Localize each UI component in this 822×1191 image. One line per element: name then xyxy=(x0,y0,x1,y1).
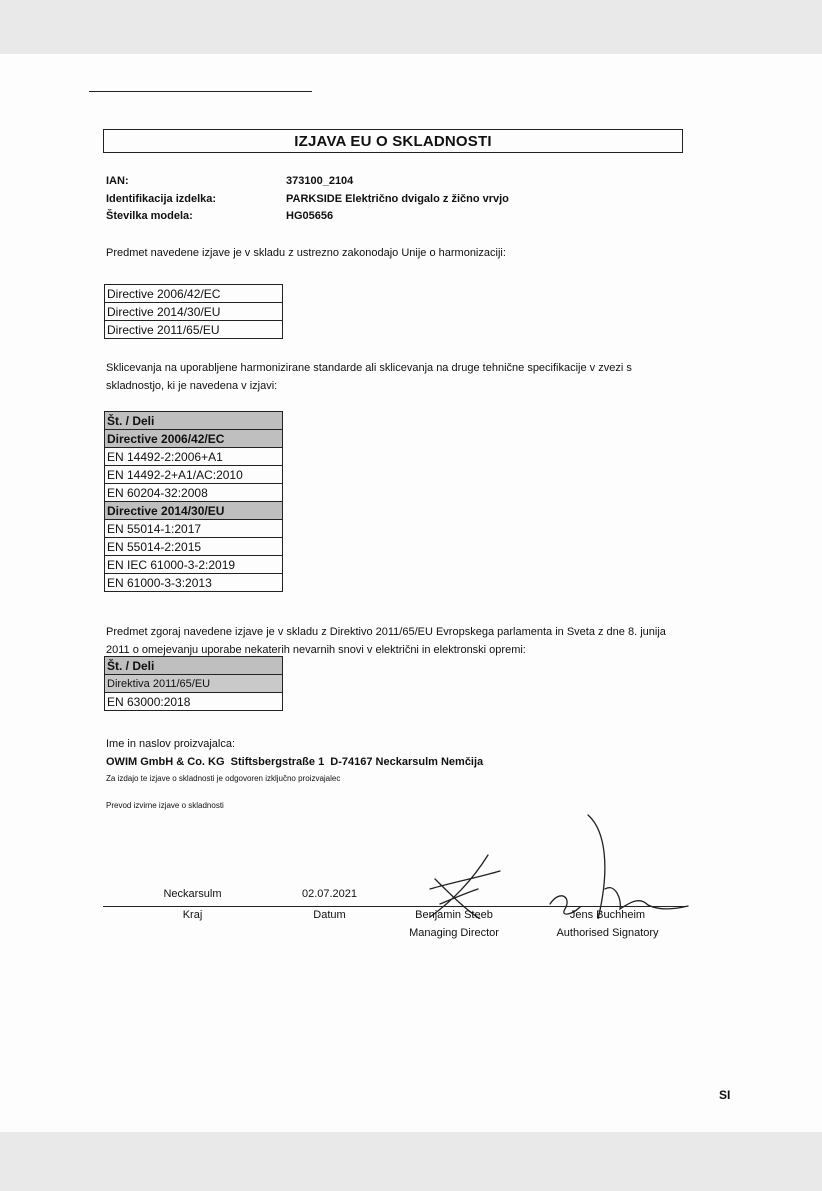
standards-table xyxy=(104,411,283,592)
directive-cell: Directive 2006/42/EC xyxy=(105,285,283,303)
signer1-name: Benjamin Steeb xyxy=(415,909,493,921)
directive-cell: Directive 2014/30/EU xyxy=(105,303,283,321)
top-rule xyxy=(89,91,312,92)
manufacturer-label: Ime in naslov proizvajalca: xyxy=(106,738,236,750)
signer1-title: Managing Director xyxy=(409,927,499,939)
signer2-name: Jens Buchheim xyxy=(569,909,646,921)
standards-group-title: Directive 2006/42/EC xyxy=(105,430,283,448)
signature-date: 02.07.2021 xyxy=(301,888,358,900)
ian-value: 373100_2104 xyxy=(286,175,354,187)
standards-header: Št. / Deli xyxy=(105,412,283,430)
signer2-title: Authorised Signatory xyxy=(556,927,659,939)
intro-text: Predmet navedene izjave je v skladu z ustrezno zakonodajo Unije o harmonizaciji: xyxy=(106,247,506,259)
document-title: IZJAVA EU O SKLADNOSTI xyxy=(103,129,683,153)
standards-group-title: Directive 2014/30/EU xyxy=(105,502,283,520)
rohs-header: Št. / Deli xyxy=(105,657,283,675)
ian-label: IAN: xyxy=(106,175,129,187)
rohs-table xyxy=(104,656,283,711)
rohs-text: Predmet zgoraj navedene izjave je v skladu z Direktivo 2011/65/EU Evropskega parlamenta in Sveta z dne 8. junija 2011 o omejevanju uporabe nekaterih nevarnih snovi v električni in elektronski opremi: xyxy=(106,626,666,656)
standard-cell: EN 14492-2:2006+A1 xyxy=(105,448,283,466)
directive-cell: Directive 2011/65/EU xyxy=(105,321,283,339)
signature-place: Neckarsulm xyxy=(163,888,222,900)
rohs-standard: EN 63000:2018 xyxy=(105,693,283,711)
signature-line xyxy=(103,906,686,907)
standard-cell: EN 55014-1:2017 xyxy=(105,520,283,538)
responsibility-note: Za izdajo te izjave o skladnosti je odgovoren izključno proizvajalec xyxy=(106,774,341,783)
manufacturer-address: OWIM GmbH & Co. KG Stiftsbergstraße 1 D-74167 Neckarsulm Nemčija xyxy=(106,756,484,768)
document-page xyxy=(0,54,822,1132)
standards-text: Sklicevanja na uporabljene harmonizirane standarde ali sklicevanja na druge tehnične specifikacije v zvezi s skladnostjo, ki je navedena v izjavi: xyxy=(106,362,632,392)
rohs-directive: Direktiva 2011/65/EU xyxy=(105,675,283,693)
translation-note: Prevod izvirne izjave o skladnosti xyxy=(106,801,224,810)
directives-table xyxy=(104,284,283,339)
handwritten-signatures xyxy=(400,809,700,919)
product-value: PARKSIDE Električno dvigalo z žično vrvjo xyxy=(286,193,509,205)
signature-place-label: Kraj xyxy=(182,909,203,921)
standard-cell: EN 14492-2+A1/AC:2010 xyxy=(105,466,283,484)
standard-cell: EN 61000-3-3:2013 xyxy=(105,574,283,592)
standard-cell: EN 60204-32:2008 xyxy=(105,484,283,502)
product-label: Identifikacija izdelka: xyxy=(106,193,217,205)
language-code: SI xyxy=(719,1088,731,1102)
model-value: HG05656 xyxy=(286,210,334,222)
model-label: Številka modela: xyxy=(106,210,193,222)
standard-cell: EN 55014-2:2015 xyxy=(105,538,283,556)
signature-date-label: Datum xyxy=(313,909,346,921)
standard-cell: EN IEC 61000-3-2:2019 xyxy=(105,556,283,574)
